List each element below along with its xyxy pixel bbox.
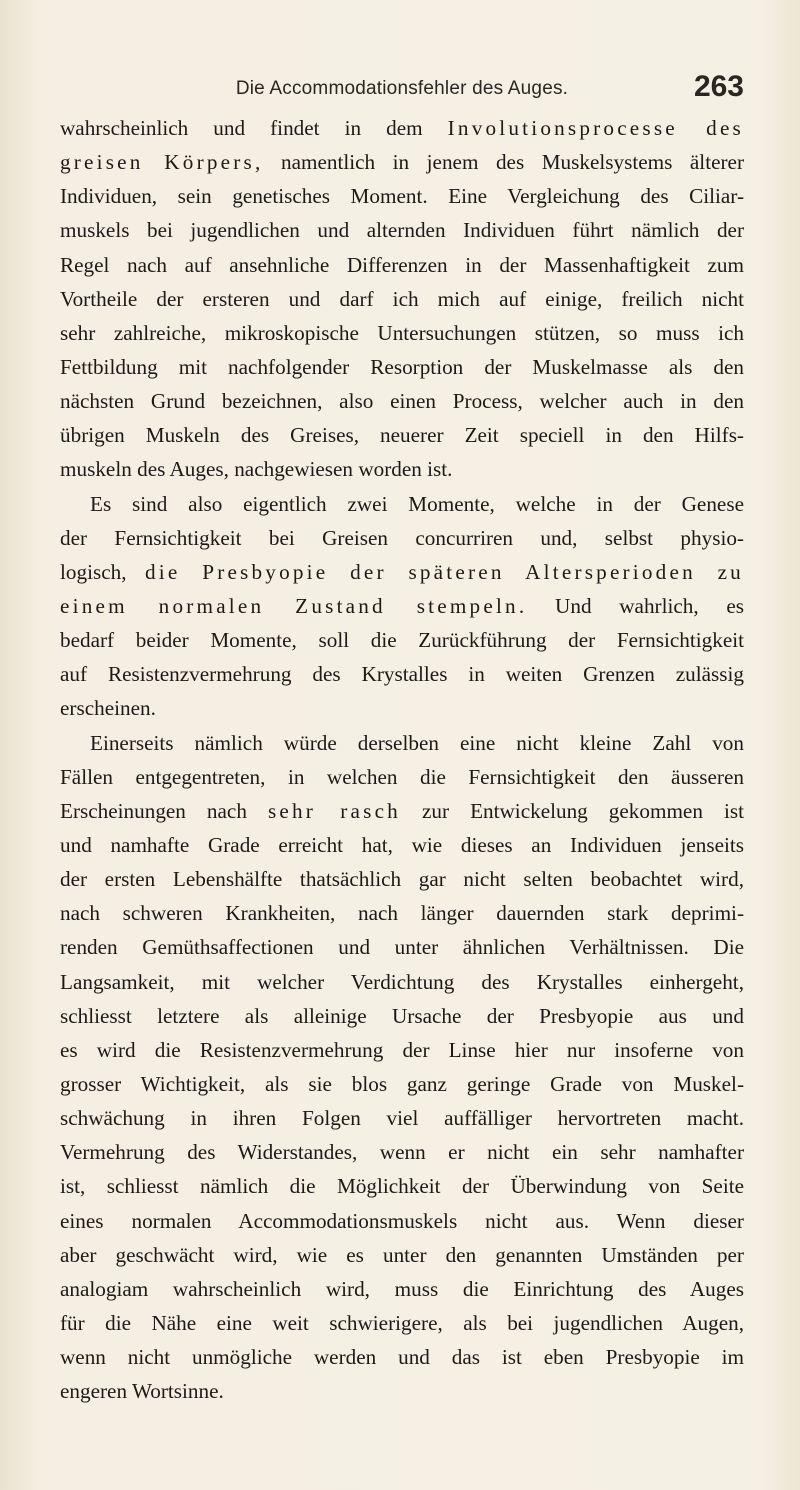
line-text: für die Nähe eine weit schwierigere, als bei jugendlichen Augen,	[60, 1310, 744, 1335]
text-line	[60, 521, 744, 555]
line-text: Fällen entgegentreten, in welchen die Fernsichtigkeit den äusseren	[60, 764, 744, 789]
text-line	[60, 1306, 744, 1340]
spaced-emphasis-text: Involutionsprocesse des	[447, 116, 744, 140]
line-text: es wird die Resistenzvermehrung der Linse hier nur insoferne von	[60, 1037, 744, 1062]
line-text: Regel nach auf ansehnliche Differenzen in der Massenhaftigkeit zum	[60, 252, 744, 277]
running-head	[60, 70, 744, 110]
text-line	[60, 282, 744, 316]
text-line	[60, 316, 744, 350]
text-line	[60, 1033, 744, 1067]
spaced-emphasis-text: einem normalen Zustand stempeln.	[60, 593, 528, 618]
line-text: Fettbildung mit nachfolgender Resorption der Muskelmasse als den	[60, 354, 744, 379]
text-line	[60, 930, 744, 964]
text-line	[60, 828, 744, 862]
line-text: muskeln des Auges, nachgewiesen worden ist.	[60, 457, 453, 482]
text-line	[60, 1169, 744, 1203]
line-text: Erscheinungen nach	[60, 798, 268, 823]
line-text: übrigen Muskeln des Greises, neuerer Zeit speciell in den Hilfs-	[60, 423, 744, 448]
line-text: sehr zahlreiche, mikroskopische Untersuchungen stützen, so muss ich	[60, 320, 744, 345]
text-line	[60, 350, 744, 384]
text-line	[60, 657, 744, 691]
line-text: wahrscheinlich und findet in dem	[60, 116, 448, 140]
text-line	[60, 179, 744, 213]
line-text: der ersten Lebenshälfte thatsächlich gar nicht selten beobachtet wird,	[60, 867, 744, 892]
line-text: Vermehrung des Widerstandes, wenn er nicht ein sehr namhafter	[60, 1140, 744, 1165]
text-line	[60, 760, 744, 794]
text-line	[60, 1238, 744, 1272]
text-line	[60, 794, 744, 828]
text-line	[60, 452, 744, 486]
line-text: nach schweren Krankheiten, nach länger dauernden stark deprimi-	[60, 901, 744, 926]
text-line	[60, 1067, 744, 1101]
line-text: grosser Wichtigkeit, als sie blos ganz geringe Grade von Muskel-	[60, 1071, 744, 1096]
text-line	[60, 999, 744, 1033]
line-text: schwächung in ihren Folgen viel auffälliger hervortreten macht.	[60, 1106, 744, 1131]
running-title: Die Accommodationsfehler des Auges.	[235, 78, 569, 99]
text-line	[60, 589, 744, 623]
line-text: muskels bei jugendlichen und alternden Individuen führt nämlich der	[60, 218, 744, 243]
text-line	[60, 1135, 744, 1169]
text-line	[60, 111, 744, 145]
line-text: wenn nicht unmögliche werden und das ist eben Presbyopie im	[60, 1345, 744, 1370]
line-text: nächsten Grund bezeichnen, also einen Process, welcher auch in den	[60, 389, 744, 414]
text-line	[60, 213, 744, 247]
text-line	[60, 555, 744, 589]
text-line	[60, 384, 744, 418]
line-text: eines normalen Accommodationsmuskels nicht aus. Wenn dieser	[60, 1208, 744, 1233]
text-line	[60, 965, 744, 999]
line-text: logisch,	[60, 559, 146, 584]
line-text: Individuen, sein genetisches Moment. Eine Vergleichung des Ciliar-	[60, 184, 744, 209]
line-text: Und wahrlich, es	[527, 593, 745, 618]
text-line	[60, 623, 744, 657]
text-line	[60, 896, 744, 930]
line-text: Vortheile der ersteren und darf ich mich auf einige, freilich nicht	[60, 286, 744, 311]
text-line	[60, 862, 744, 896]
spaced-emphasis-text: greisen Körpers,	[60, 150, 264, 175]
line-text: Einerseits nämlich würde derselben eine nicht kleine Zahl von	[90, 730, 744, 755]
text-line	[60, 1204, 744, 1238]
spaced-emphasis-text: die Presbyopie der späteren Altersperioden zu	[145, 559, 744, 584]
text-line	[60, 248, 744, 282]
line-text: engeren Wortsinne.	[60, 1379, 224, 1404]
text-line	[60, 1374, 744, 1408]
text-line	[60, 1272, 744, 1306]
line-text: renden Gemüthsaffectionen und unter ähnlichen Verhältnissen. Die	[60, 935, 744, 960]
line-text: der Fernsichtigkeit bei Greisen concurriren und, selbst physio-	[60, 525, 744, 550]
line-text: Langsamkeit, mit welcher Verdichtung des Krystalles einhergeht,	[60, 969, 744, 994]
text-line	[60, 418, 744, 452]
text-line	[60, 1340, 744, 1374]
line-text: ist, schliesst nämlich die Möglichkeit der Überwindung von Seite	[60, 1174, 744, 1199]
line-text: erscheinen.	[60, 696, 156, 721]
text-line	[60, 726, 744, 760]
text-line	[60, 487, 744, 521]
line-text: namentlich in jenem des Muskelsystems älterer	[263, 150, 745, 175]
line-text: aber geschwächt wird, wie es unter den genannten Umständen per	[60, 1242, 744, 1267]
text-line	[60, 145, 744, 179]
line-text: bedarf beider Momente, soll die Zurückführung der Fernsichtigkeit	[60, 628, 744, 653]
spaced-emphasis-text: sehr rasch	[267, 798, 401, 823]
page-number: 263	[693, 70, 744, 103]
body-text	[60, 111, 744, 1408]
line-text: und namhafte Grade erreicht hat, wie dieses an Individuen jenseits	[60, 832, 744, 857]
line-text: analogiam wahrscheinlich wird, muss die Einrichtung des Auges	[60, 1276, 744, 1301]
line-text: Es sind also eigentlich zwei Momente, welche in der Genese	[90, 491, 744, 516]
text-line	[60, 1101, 744, 1135]
line-text: zur Entwickelung gekommen ist	[400, 798, 744, 823]
line-text: schliesst letztere als alleinige Ursache der Presbyopie aus und	[60, 1003, 744, 1028]
line-text: auf Resistenzvermehrung des Krystalles in weiten Grenzen zulässig	[60, 662, 744, 687]
text-line	[60, 691, 744, 725]
